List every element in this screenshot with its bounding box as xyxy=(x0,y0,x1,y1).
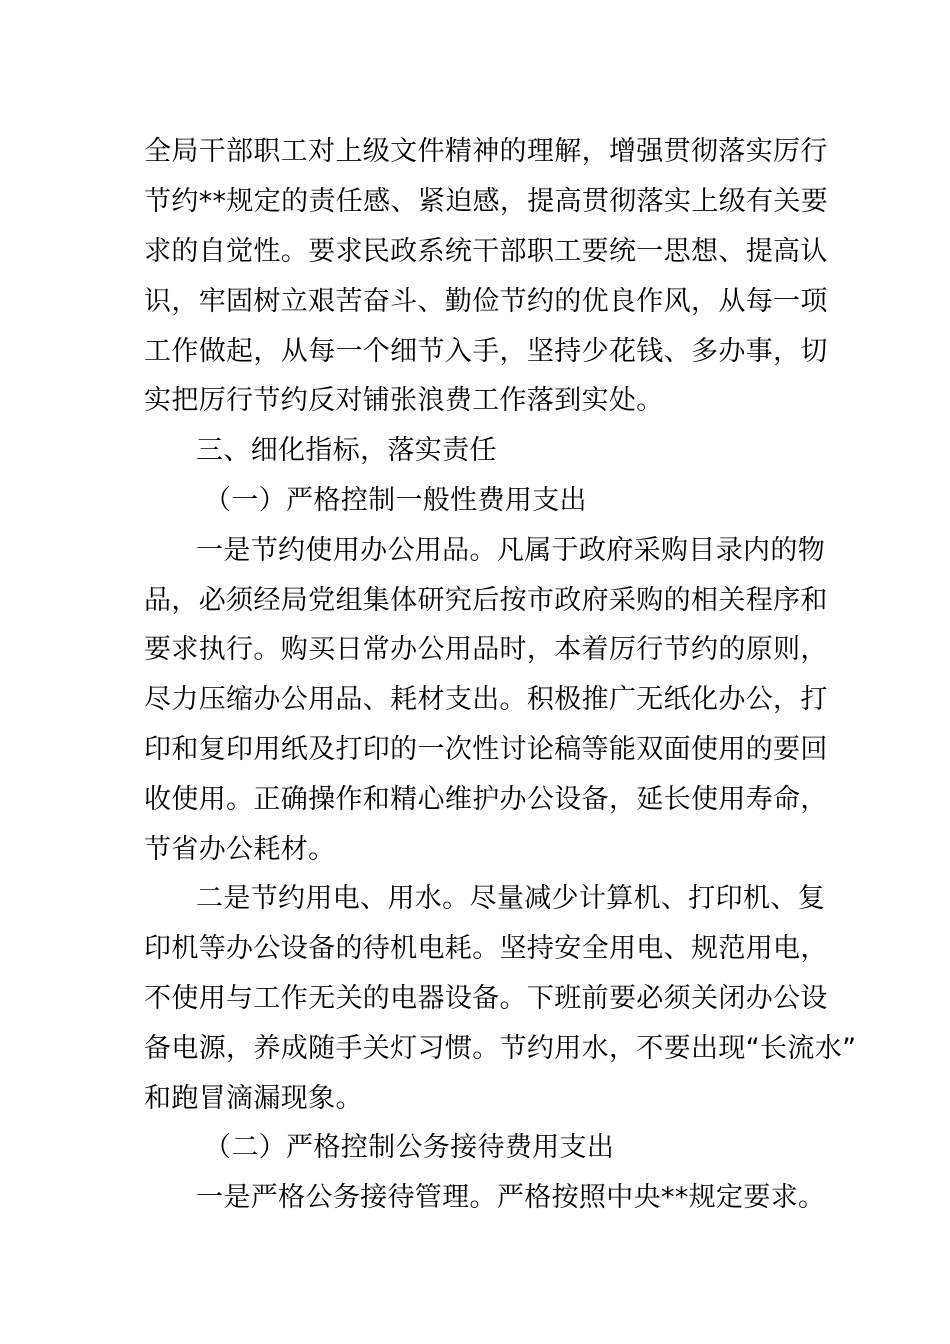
subsection-heading: （一）严格控制一般性费用支出 xyxy=(204,485,587,516)
paragraph-line: 要求执行。购买日常办公用品时，本着厉行节约的原则， xyxy=(144,634,828,665)
paragraph-line: 备电源，养成随手关灯习惯。节约用水，不要出现“长流水” xyxy=(144,1033,857,1064)
paragraph-line: 全局干部职工对上级文件精神的理解，增强贯彻落实厉行 xyxy=(144,136,828,167)
paragraph-line: 印机等办公设备的待机电耗。坚持安全用电、规范用电， xyxy=(144,933,828,964)
paragraph-line: 节省办公耗材。 xyxy=(144,834,336,865)
paragraph-line: 识，牢固树立艰苦奋斗、勤俭节约的优良作风，从每一项 xyxy=(144,286,828,317)
paragraph-line: 印和复印用纸及打印的一次性讨论稿等能双面使用的要回 xyxy=(144,734,828,765)
paragraph-line: 一是节约使用办公用品。凡属于政府采购目录内的物 xyxy=(196,535,826,566)
paragraph-line: 节约**规定的责任感、紧迫感，提高贯彻落实上级有关要 xyxy=(144,186,829,217)
paragraph-line: 不使用与工作无关的电器设备。下班前要必须关闭办公设 xyxy=(144,983,828,1014)
section-heading: 三、细化指标，落实责任 xyxy=(196,435,497,466)
paragraph-line: 求的自觉性。要求民政系统干部职工要统一思想、提高认 xyxy=(144,236,828,267)
paragraph-line: 实把厉行节约反对铺张浪费工作落到实处。 xyxy=(144,385,664,416)
subsection-heading: （二）严格控制公务接待费用支出 xyxy=(204,1132,615,1163)
paragraph-line: 品，必须经局党组集体研究后按市政府采购的相关程序和 xyxy=(144,585,828,616)
paragraph-line: 工作做起，从每一个细节入手，坚持少花钱、多办事，切 xyxy=(144,336,828,367)
paragraph-line: 一是严格公务接待管理。严格按照中央**规定要求。 xyxy=(196,1182,826,1213)
paragraph-line: 二是节约用电、用水。尽量减少计算机、打印机、复 xyxy=(196,883,826,914)
paragraph-line: 和跑冒滴漏现象。 xyxy=(144,1083,363,1114)
paragraph-line: 尽力压缩办公用品、耗材支出。积极推广无纸化办公，打 xyxy=(144,684,828,715)
paragraph-line: 收使用。正确操作和精心维护办公设备，延长使用寿命， xyxy=(144,784,828,815)
